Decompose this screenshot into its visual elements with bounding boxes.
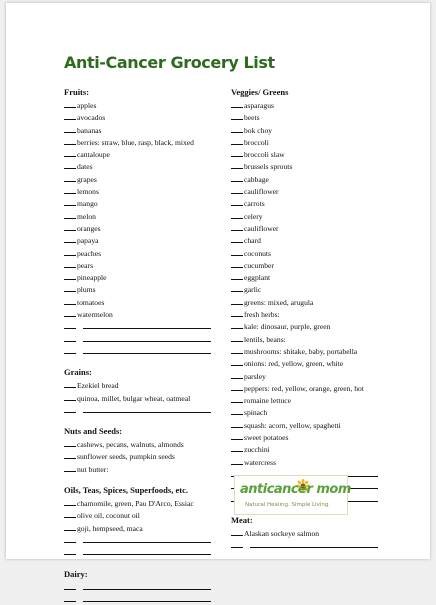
section-dairy xyxy=(64,569,224,605)
list-item xyxy=(231,296,401,308)
checkbox-line[interactable] xyxy=(64,283,76,292)
item-label: broccoli xyxy=(244,138,269,147)
anticancer-mom-logo xyxy=(234,475,348,515)
item-label: nut butter: xyxy=(77,465,108,474)
list-item xyxy=(231,320,401,332)
checkbox-line[interactable] xyxy=(64,379,76,388)
item-label: pears xyxy=(77,261,93,270)
item-label: lemons xyxy=(77,187,99,196)
list-item xyxy=(231,136,401,148)
list-item xyxy=(231,210,401,222)
item-label: onions: red, yellow, green, white xyxy=(244,359,343,368)
section-heading: Nuts and Seeds: xyxy=(64,426,224,436)
item-label: olive oil, coconut oil xyxy=(77,511,140,520)
item-label: lentils, beans: xyxy=(244,335,286,344)
blank-entry-line[interactable] xyxy=(64,404,224,416)
list-item xyxy=(231,271,401,283)
item-label: peppers: red, yellow, orange, green, hot xyxy=(244,384,364,393)
list-item xyxy=(231,99,401,111)
checkbox-line[interactable] xyxy=(231,111,243,120)
item-label: quinoa, millet, bulgar wheat, oatmeal xyxy=(77,394,190,403)
item-label: mushrooms: shitake, baby, portabella xyxy=(244,347,357,356)
item-label: romaine lettuce xyxy=(244,396,291,405)
item-label: grapes xyxy=(77,175,97,184)
checkbox-line[interactable] xyxy=(64,509,76,518)
list-item xyxy=(64,283,224,295)
checkbox-line[interactable] xyxy=(231,210,243,219)
list-item xyxy=(64,247,224,259)
checkbox-line[interactable] xyxy=(64,124,76,133)
checkbox-line[interactable] xyxy=(64,296,76,305)
item-label: kale: dinosaur, purple, green xyxy=(244,322,330,331)
item-label: apples xyxy=(77,101,96,110)
checkbox-line[interactable] xyxy=(64,271,76,280)
item-label: chard xyxy=(244,236,261,245)
item-label: greens: mixed, arugula xyxy=(244,298,313,307)
list-item xyxy=(64,148,224,160)
item-label: oranges xyxy=(77,224,101,233)
checkbox-line[interactable] xyxy=(231,99,243,108)
section-heading: Fruits: xyxy=(64,87,224,97)
item-label: papaya xyxy=(77,236,99,245)
list-item xyxy=(231,406,401,418)
item-label: cantaloupe xyxy=(77,150,110,159)
checkbox-line[interactable] xyxy=(231,271,243,280)
list-item xyxy=(64,450,224,462)
item-label: pineapple xyxy=(77,273,107,282)
item-label: mango xyxy=(77,199,98,208)
checkbox-line[interactable] xyxy=(231,283,243,292)
item-label: cauliflower xyxy=(244,187,279,196)
section-meat xyxy=(231,515,401,552)
blank-entry-line[interactable] xyxy=(231,539,401,551)
item-label: watermelon xyxy=(77,310,113,319)
list-item xyxy=(231,259,401,271)
item-label: dates xyxy=(77,162,93,171)
item-label: cashews, pecans, walnuts, almonds xyxy=(77,440,184,449)
list-item xyxy=(64,160,224,172)
list-item xyxy=(231,456,401,468)
section-veggies-greens xyxy=(231,87,401,505)
item-label: watercress xyxy=(244,458,276,467)
logo-tagline: Natural Healing. Simple Living. xyxy=(245,502,330,508)
checkbox-line[interactable] xyxy=(64,234,76,243)
list-item xyxy=(231,173,401,185)
item-label: coconuts xyxy=(244,249,271,258)
item-label: berries: straw, blue, rasp, black, mixed xyxy=(77,138,194,147)
list-item xyxy=(231,370,401,382)
checkbox-line[interactable] xyxy=(64,450,76,459)
item-label: cauliflower xyxy=(244,224,279,233)
item-label: cabbage xyxy=(244,175,269,184)
section-heading: Oils, Teas, Spices, Superfoods, etc. xyxy=(64,485,224,495)
page-title: Anti-Cancer Grocery List xyxy=(64,53,275,72)
item-label: parsley xyxy=(244,372,266,381)
checkbox-line[interactable] xyxy=(231,443,243,452)
checkbox-line[interactable] xyxy=(231,185,243,194)
item-label: cucumber xyxy=(244,261,274,270)
list-item xyxy=(64,296,224,308)
list-item xyxy=(64,197,224,209)
checkbox-line[interactable] xyxy=(64,438,76,447)
checkbox-line[interactable] xyxy=(64,222,76,231)
checkbox-line[interactable] xyxy=(64,185,76,194)
section-oils-teas-spices-superfoods-etc xyxy=(64,485,224,558)
list-item xyxy=(64,234,224,246)
checkbox-line[interactable] xyxy=(64,173,76,182)
list-item xyxy=(231,197,401,209)
checkbox-line[interactable] xyxy=(64,247,76,256)
blank-entry-line[interactable] xyxy=(64,333,224,345)
checkbox-line[interactable] xyxy=(231,382,243,391)
item-label: beets xyxy=(244,113,260,122)
item-label: squash: acorn, yellow, spaghetti xyxy=(244,421,341,430)
checkbox-line[interactable] xyxy=(64,99,76,108)
checkbox-line[interactable] xyxy=(231,527,243,536)
list-item xyxy=(231,333,401,345)
list-item xyxy=(231,357,401,369)
item-label: spinach xyxy=(244,408,267,417)
blank-entry-line[interactable] xyxy=(64,546,224,558)
checkbox-line[interactable] xyxy=(231,357,243,366)
list-item xyxy=(64,210,224,222)
list-item xyxy=(231,308,401,320)
list-item xyxy=(231,222,401,234)
checkbox-line[interactable] xyxy=(231,456,243,465)
item-label: tomatoes xyxy=(77,298,104,307)
item-label: chamomile, green, Pau D'Arco, Essiac xyxy=(77,499,194,508)
checkbox-line[interactable] xyxy=(231,259,243,268)
checkbox-line[interactable] xyxy=(64,259,76,268)
blank-entry-line[interactable] xyxy=(64,581,224,593)
list-item xyxy=(231,160,401,172)
list-item xyxy=(64,509,224,521)
blank-entry-line[interactable] xyxy=(64,593,224,605)
checkbox-line[interactable] xyxy=(231,148,243,157)
checkbox-line[interactable] xyxy=(231,173,243,182)
list-item xyxy=(231,443,401,455)
section-heading: Veggies/ Greens xyxy=(231,87,401,97)
list-item xyxy=(64,136,224,148)
checkbox-line[interactable] xyxy=(231,333,243,342)
list-item xyxy=(231,185,401,197)
list-item xyxy=(231,382,401,394)
list-item xyxy=(231,124,401,136)
section-fruits xyxy=(64,87,224,357)
list-item xyxy=(231,527,401,539)
checkbox-line[interactable] xyxy=(64,111,76,120)
item-label: celery xyxy=(244,212,263,221)
list-item xyxy=(231,148,401,160)
item-label: bananas xyxy=(77,126,101,135)
checkbox-line[interactable] xyxy=(64,210,76,219)
section-heading: Dairy: xyxy=(64,569,224,579)
checkbox-line[interactable] xyxy=(64,160,76,169)
list-item xyxy=(231,345,401,357)
blank-entry-line[interactable] xyxy=(64,534,224,546)
section-heading: Meat: xyxy=(231,515,401,525)
item-label: goji, hempseed, maca xyxy=(77,524,143,533)
checkbox-line[interactable] xyxy=(231,320,243,329)
list-item xyxy=(64,497,224,509)
list-item xyxy=(64,99,224,111)
list-item xyxy=(64,173,224,185)
item-label: melon xyxy=(77,212,96,221)
blank-entry-line[interactable] xyxy=(64,320,224,332)
item-label: Ezekiel bread xyxy=(77,381,119,390)
item-label: fresh herbs: xyxy=(244,310,280,319)
list-item xyxy=(64,111,224,123)
item-label: Alaskan sockeye salmon xyxy=(244,529,319,538)
section-nuts-and-seeds xyxy=(64,426,224,475)
list-item xyxy=(231,111,401,123)
logo-brand-text: anticancer mom xyxy=(240,482,351,497)
checkbox-line[interactable] xyxy=(64,463,76,472)
item-label: asparagus xyxy=(244,101,274,110)
checkbox-line[interactable] xyxy=(64,148,76,157)
checkbox-line[interactable] xyxy=(64,197,76,206)
checkbox-line[interactable] xyxy=(64,392,76,401)
checkbox-line[interactable] xyxy=(231,431,243,440)
list-item xyxy=(64,222,224,234)
checkbox-line[interactable] xyxy=(231,247,243,256)
checkbox-line[interactable] xyxy=(64,136,76,145)
checkbox-line[interactable] xyxy=(231,345,243,354)
checkbox-line[interactable] xyxy=(231,370,243,379)
list-item xyxy=(64,438,224,450)
section-heading: Grains: xyxy=(64,367,224,377)
checkbox-line[interactable] xyxy=(231,394,243,403)
list-item xyxy=(231,247,401,259)
item-label: zucchini xyxy=(244,445,270,454)
item-label: brussels sprouts xyxy=(244,162,292,171)
list-item xyxy=(64,271,224,283)
list-item xyxy=(64,185,224,197)
item-label: sunflower seeds, pumpkin seeds xyxy=(77,452,175,461)
checkbox-line[interactable] xyxy=(231,296,243,305)
item-label: eggplant xyxy=(244,273,270,282)
list-item xyxy=(231,419,401,431)
item-label: sweet potatoes xyxy=(244,433,289,442)
list-item xyxy=(64,463,224,475)
checkbox-line[interactable] xyxy=(231,419,243,428)
list-item xyxy=(64,522,224,534)
checkbox-line[interactable] xyxy=(231,136,243,145)
checkbox-line[interactable] xyxy=(231,160,243,169)
checkbox-line[interactable] xyxy=(64,308,76,317)
left-column xyxy=(64,87,224,605)
checkbox-line[interactable] xyxy=(231,234,243,243)
list-item xyxy=(231,234,401,246)
checkbox-line[interactable] xyxy=(231,308,243,317)
list-item xyxy=(231,283,401,295)
list-item xyxy=(231,394,401,406)
item-label: carrots xyxy=(244,199,265,208)
item-label: peaches xyxy=(77,249,101,258)
checkbox-line[interactable] xyxy=(231,406,243,415)
item-label: bok choy xyxy=(244,126,272,135)
checkbox-line[interactable] xyxy=(231,222,243,231)
item-label: avocados xyxy=(77,113,105,122)
list-item xyxy=(64,392,224,404)
list-item xyxy=(64,308,224,320)
section-grains xyxy=(64,367,224,416)
item-label: broccoli slaw xyxy=(244,150,285,159)
list-item xyxy=(64,124,224,136)
checkbox-line[interactable] xyxy=(64,522,76,531)
item-label: garlic xyxy=(244,285,261,294)
document-page xyxy=(6,3,430,559)
list-item xyxy=(64,259,224,271)
list-item xyxy=(231,431,401,443)
checkbox-line[interactable] xyxy=(231,197,243,206)
checkbox-line[interactable] xyxy=(231,124,243,133)
checkbox-line[interactable] xyxy=(64,497,76,506)
item-label: plums xyxy=(77,285,96,294)
list-item xyxy=(64,379,224,391)
blank-entry-line[interactable] xyxy=(64,345,224,357)
